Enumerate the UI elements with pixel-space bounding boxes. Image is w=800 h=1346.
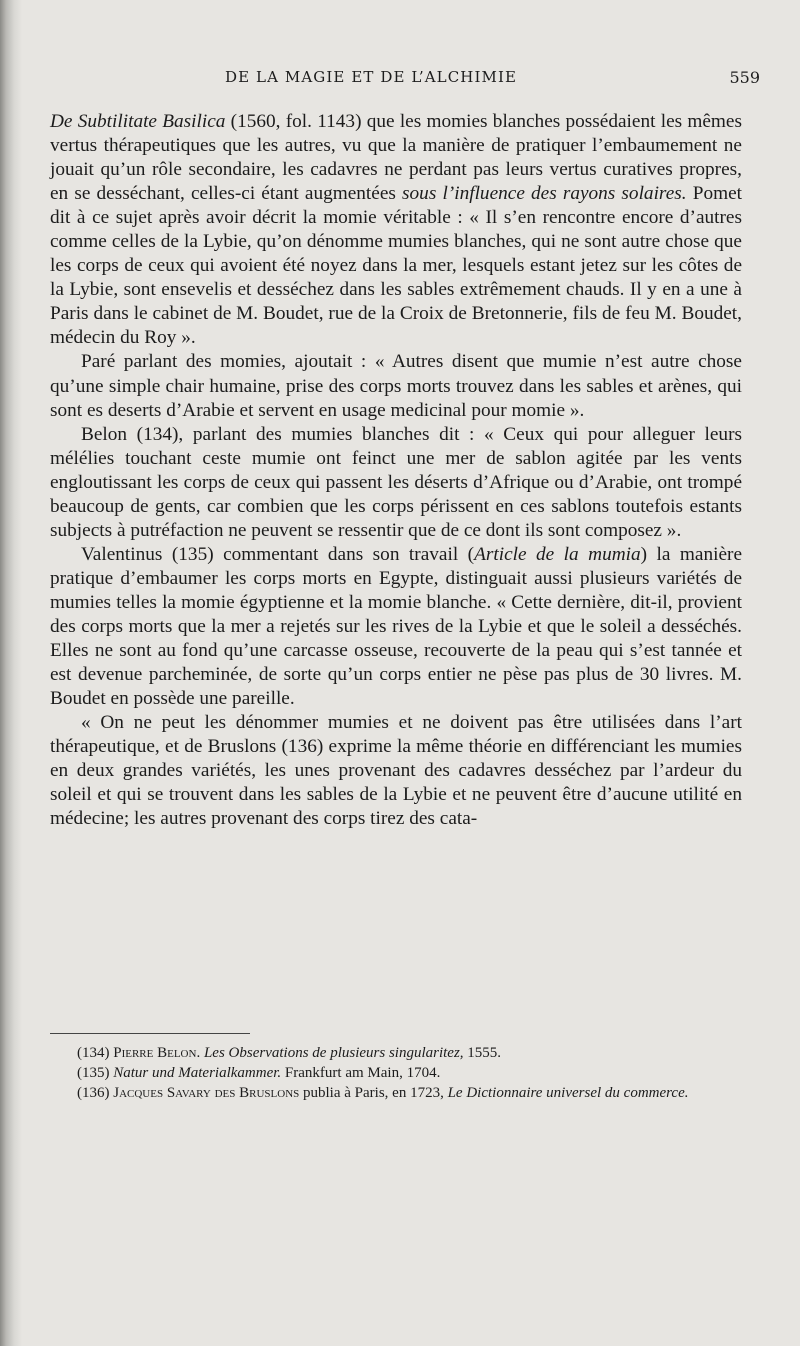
body-text xyxy=(50,110,742,831)
footnote-separator xyxy=(50,1033,250,1034)
paragraph: Valentinus (135) commentant dans son travail (Article de la mumia) la manière pratique d’embaumer les corps morts en Egypte, distinguait aussi plusieurs variétés de mumies telles la momie égyptienne et la momie blanche. « Cette dernière, dit-il, provient des corps morts que la mer a rejetés sur les rives de la Lybie et que le soleil a desséchés. Elles ne sont au fond qu’une carcasse osseuse, recouverte de la peau qui s’est tannée et est devenue parcheminée, de sorte qu’un corps entier ne pèse pas plus de 30 livres. M. Boudet en possède une pareille. xyxy=(50,543,742,710)
book-spine-shadow xyxy=(0,0,22,1346)
footnote-136: (136) Jacques Savary des Bruslons publia à Paris, en 1723, Le Dictionnaire universel du commerce. xyxy=(77,1085,689,1101)
book-title: De Subtilitate Basilica xyxy=(50,111,226,132)
article-title: Article de la mumia xyxy=(474,543,641,565)
page-header xyxy=(0,68,800,92)
paragraph: Paré parlant des momies, ajoutait : « Autres disent que mumie n’est autre chose qu’une simple chair humaine, prise des corps morts trouvez dans les sables et arènes, qui sont es deserts d’Arabie et servent en usage medicinal pour momie ». xyxy=(50,351,742,421)
footnote-135: (135) Natur und Materialkammer. Frankfurt am Main, 1704. xyxy=(77,1065,441,1081)
footnotes xyxy=(50,1043,742,1103)
page-number: 559 xyxy=(729,68,760,87)
emphasis: sous l’influence des rayons solaires. xyxy=(402,183,687,205)
running-title: DE LA MAGIE ET DE L’ALCHIMIE xyxy=(225,68,518,86)
footnote-134: (134) Pierre Belon. Les Observations de plusieurs singularitez, 1555. xyxy=(77,1045,502,1061)
paragraph: Belon (134), parlant des mumies blanches dit : « Ceux qui pour alleguer leurs mélélies touchant ceste mumie ont feinct une mer de sablon agitée par les vents engloutissant les corps de ceux qui passent les déserts d’Afrique ou d’Arabie, ont trompé beaucoup de gents, car combien que les corps périssent en ces sablons toutefois estants subjects à putréfaction ne peuvent se ressentir que de ce dont ils sont composez ». xyxy=(50,423,742,541)
paragraph: De Subtilitate Basilica (1560, fol. 1143) que les momies blanches possédaient les mêmes vertus thérapeutiques que les autres, vu que la manière de pratiquer l’embaumement ne jouait qu’un rôle secondaire, les cadavres ne perdant pas leurs vertus curatives propres, en se desséchant, celles-ci étant augmentées sous l’influence des rayons solaires. Pomet dit à ce sujet après avoir décrit la momie véritable : « Il s’en rencontre encore d’autres comme celles de la Lybie, qu’on dénomme mumies blanches, qui ne sont autre chose que les corps de ceux qui avoient été noyez dans la mer, lesquels estant jetez sur les côtes de la Lybie, sont ensevelis et desséchez dans les sables extrêmement chauds. Il y en a une à Paris dans le cabinet de M. Boudet, rue de la Croix de Bretonnerie, fils de feu M. Boudet, médecin du Roy ». xyxy=(50,111,743,349)
paragraph: « On ne peut les dénommer mumies et ne doivent pas être utilisées dans l’art thérapeutique, et de Bruslons (136) exprime la même théorie en différenciant les mumies en deux grandes variétés, les unes provenant des cadavres desséchez par l’ardeur du soleil et qui se trouvent dans les sables de la Lybie et ne peuvent être d’aucune utilité en médecine; les autres provenant des corps tirez des cata- xyxy=(50,712,742,830)
